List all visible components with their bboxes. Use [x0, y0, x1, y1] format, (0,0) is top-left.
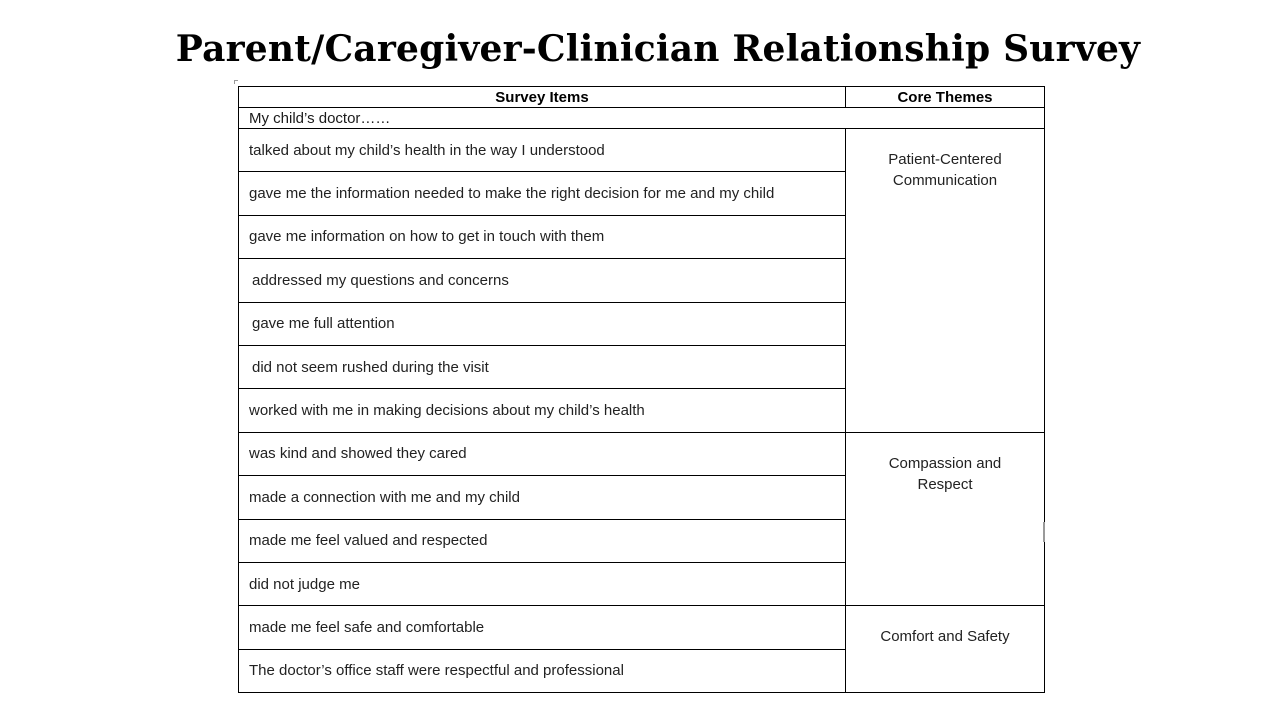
- table-row: [239, 606, 1045, 649]
- survey-item: gave me full attention: [239, 302, 846, 345]
- slide-title: Parent/Caregiver-Clinician Relationship Survey: [175, 28, 1141, 70]
- survey-table: [238, 86, 1045, 693]
- table-row: [239, 432, 1045, 475]
- intro-text: My child’s doctor……: [239, 108, 1045, 129]
- survey-item: made a connection with me and my child: [239, 476, 846, 519]
- survey-item: worked with me in making decisions about my child’s health: [239, 389, 846, 432]
- survey-item: gave me the information needed to make the right decision for me and my child: [239, 172, 846, 215]
- survey-item: made me feel valued and respected: [239, 519, 846, 562]
- survey-item: addressed my questions and concerns: [239, 259, 846, 302]
- intro-row: [239, 108, 1045, 129]
- survey-item: gave me information on how to get in touch with them: [239, 215, 846, 258]
- survey-item: The doctor’s office staff were respectful and professional: [239, 649, 846, 692]
- resize-handle: [1043, 522, 1045, 542]
- table-row: [239, 129, 1045, 172]
- header-row: [239, 87, 1045, 108]
- theme-patient-centered-communication: Patient-Centered Communication: [846, 129, 1045, 433]
- header-core-themes: Core Themes: [846, 87, 1045, 108]
- survey-item: was kind and showed they cared: [239, 432, 846, 475]
- survey-item: did not judge me: [239, 562, 846, 605]
- survey-item: did not seem rushed during the visit: [239, 345, 846, 388]
- theme-comfort-and-safety: Comfort and Safety: [846, 606, 1045, 693]
- survey-item: talked about my child’s health in the way I understood: [239, 129, 846, 172]
- survey-item: made me feel safe and comfortable: [239, 606, 846, 649]
- header-survey-items: Survey Items: [239, 87, 846, 108]
- corner-mark: [234, 80, 238, 84]
- theme-compassion-and-respect: Compassion and Respect: [846, 432, 1045, 606]
